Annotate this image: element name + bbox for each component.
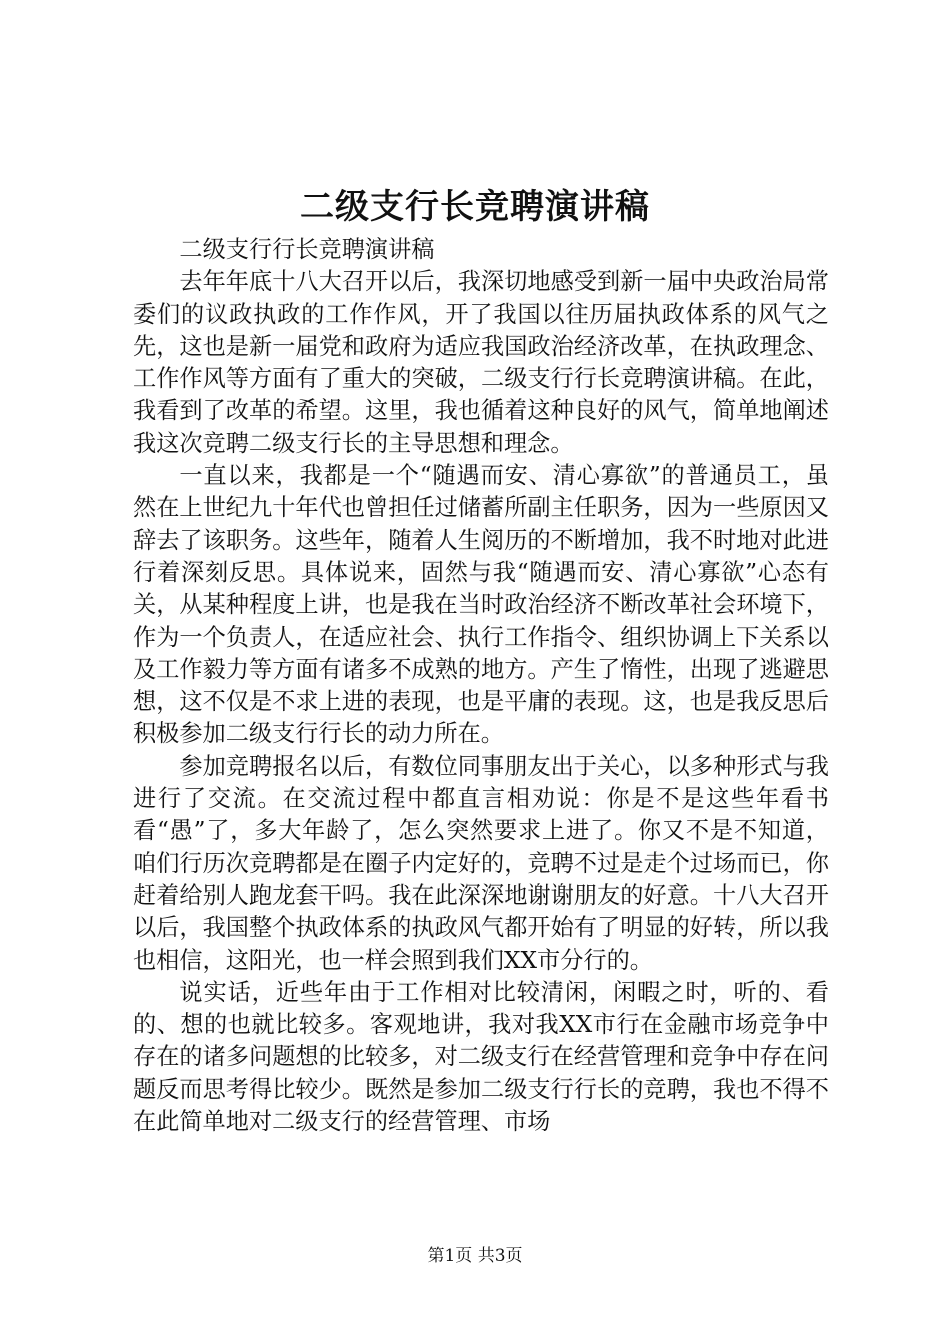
page-number-footer: 第1页 共3页 <box>427 1246 523 1266</box>
paragraph-3: 参加竞聘报名以后，有数位同事朋友出于关心，以多种形式与我进行了交流。在交流过程中都直言相劝说：你是不是这些年看书看“愚”了，多大年龄了，怎么突然要求上进了。你又不是不知道，咱们行历次竞聘都是在圈子内定好的，竞聘不过是走个过场而已，你赶着给别人跑龙套干吗。我在此深深地谢谢朋友的好意。十八大召开以后，我国整个执政体系的执政风气都开始有了明显的好转，所以我也相信，这阳光，也一样会照到我们XX市分行的。 <box>133 752 829 974</box>
document-title: 二级支行长竞聘演讲稿 <box>300 187 650 227</box>
paragraph-subtitle: 二级支行行长竞聘演讲稿 <box>179 236 435 263</box>
paragraph-2: 一直以来，我都是一个“随遇而安、清心寡欲”的普通员工，虽然在上世纪九十年代也曾担任过储蓄所副主任职务，因为一些原因又辞去了该职务。这些年，随着人生阅历的不断增加，我不时地对此进行着深刻反思。具体说来，固然与我“随遇而安、清心寡欲”心态有关，从某种程度上讲，也是我在当时政治经济不断改革社会环境下，作为一个负责人，在适应社会、执行工作指令、组织协调上下关系以及工作毅力等方面有诸多不成熟的地方。产生了惰性，出现了逃避思想，这不仅是不求上进的表现，也是平庸的表现。这，也是我反思后积极参加二级支行行长的动力所在。 <box>133 462 829 748</box>
paragraph-1: 去年年底十八大召开以后，我深切地感受到新一届中央政治局常委们的议政执政的工作作风，开了我国以往历届执政体系的风气之先，这也是新一届党和政府为适应我国政治经济改革，在执政理念、工作作风等方面有了重大的突破，二级支行行长竞聘演讲稿。在此，我看到了改革的希望。这里，我也循着这种良好的风气，简单地阐述我这次竞聘二级支行长的主导思想和理念。 <box>133 268 829 457</box>
paragraph-4: 说实话，近些年由于工作相对比较清闲，闲暇之时，听的、看的、想的也就比较多。客观地讲，我对我XX市行在金融市场竞争中存在的诸多问题想的比较多，对二级支行在经营管理和竞争中存在问题反而思考得比较少。既然是参加二级支行行长的竞聘，我也不得不在此简单地对二级支行的经营管理、市场 <box>133 978 829 1136</box>
document-body <box>133 234 829 1138</box>
